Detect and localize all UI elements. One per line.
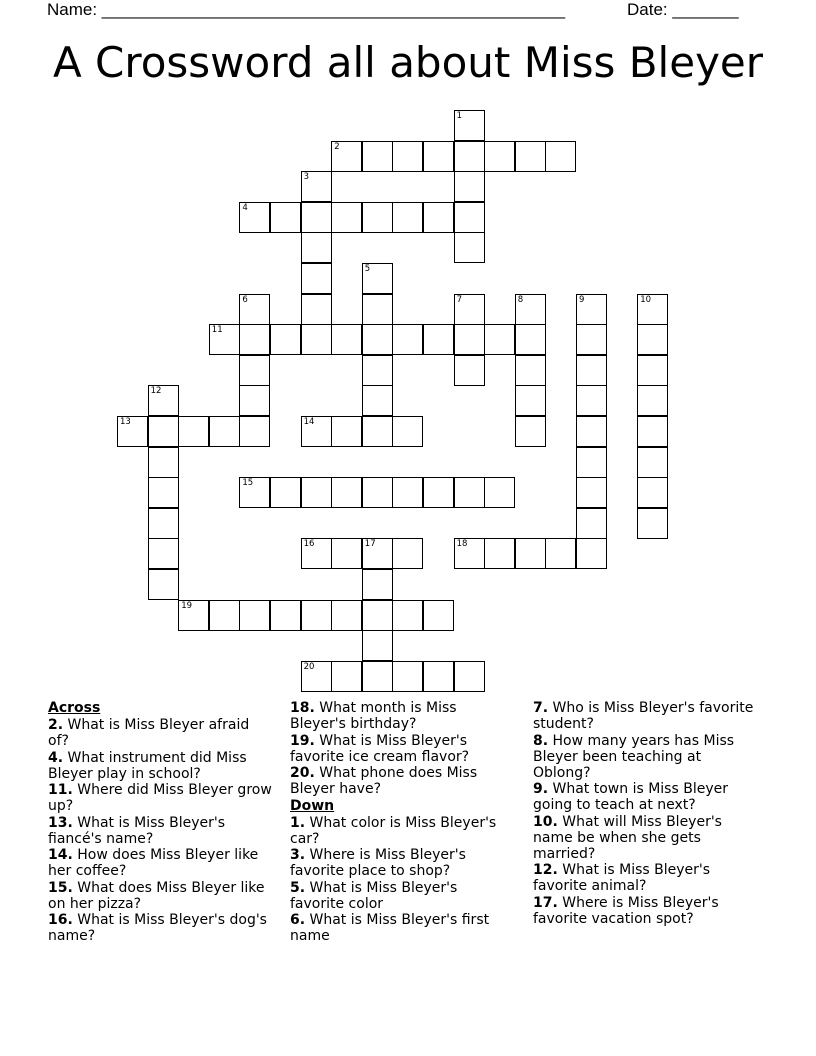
grid-cell[interactable] xyxy=(148,538,179,569)
clue-number-label: 19 xyxy=(181,600,193,611)
grid-cell[interactable] xyxy=(576,538,607,569)
clue-item xyxy=(48,750,273,782)
grid-cell[interactable] xyxy=(362,202,393,233)
grid-cell[interactable] xyxy=(362,569,393,600)
grid-cell[interactable] xyxy=(301,171,332,202)
grid-cell[interactable] xyxy=(239,355,270,386)
clue-number-label: 1 xyxy=(456,111,463,121)
grid-cell[interactable] xyxy=(576,477,607,508)
clue-item xyxy=(48,717,273,749)
grid-cell[interactable] xyxy=(331,661,362,692)
grid-cell[interactable] xyxy=(301,232,332,263)
clue-number-label: 2 xyxy=(334,141,340,152)
clue-text: What instrument did Miss Bleyer play in school? xyxy=(48,749,247,782)
grid-cell[interactable] xyxy=(362,263,393,294)
grid-cell[interactable] xyxy=(148,569,179,600)
clue-item xyxy=(533,781,758,813)
grid-cell[interactable] xyxy=(301,416,332,447)
clue-item xyxy=(290,765,515,797)
clue-text: Where is Miss Bleyer's favorite place to shop? xyxy=(290,847,466,879)
clue-text: What is Miss Bleyer's first name xyxy=(290,912,490,944)
grid-cell[interactable] xyxy=(362,355,393,386)
grid-cell[interactable] xyxy=(637,324,668,355)
clue-text: How does Miss Bleyer like her coffee? xyxy=(48,847,259,879)
grid-cell[interactable] xyxy=(454,232,485,263)
grid-cell[interactable] xyxy=(392,477,423,508)
grid-cell[interactable] xyxy=(392,600,423,631)
clue-text: What is Miss Bleyer's dog's name? xyxy=(48,912,267,944)
grid-cell[interactable] xyxy=(515,416,546,447)
grid-cell[interactable] xyxy=(178,416,209,447)
grid-cell[interactable] xyxy=(239,324,270,355)
clue-number-label: 9 xyxy=(579,294,585,305)
grid-cell[interactable] xyxy=(545,141,576,172)
grid-cell[interactable] xyxy=(148,416,179,447)
clue-number: 2. xyxy=(48,717,64,733)
clues-column-2 xyxy=(290,700,515,945)
clue-number: 14. xyxy=(48,847,73,863)
clue-text: What is Miss Bleyer's favorite ice cream flavor? xyxy=(290,732,470,765)
grid-cell[interactable] xyxy=(515,538,546,569)
grid-cell[interactable] xyxy=(637,447,668,478)
clue-number-label: 7 xyxy=(456,294,463,305)
grid-cell[interactable] xyxy=(484,141,515,172)
clue-item xyxy=(533,733,758,781)
grid-cell[interactable] xyxy=(545,538,576,569)
grid-cell[interactable] xyxy=(331,600,362,631)
clue-text: What color is Miss Bleyer's car? xyxy=(290,814,497,847)
grid-cell[interactable] xyxy=(209,324,240,355)
grid-cell[interactable] xyxy=(392,538,423,569)
date-field-label: Date: _______ xyxy=(627,0,739,19)
clue-item xyxy=(533,814,758,862)
clue-number-label: 17 xyxy=(364,539,376,550)
grid-cell[interactable] xyxy=(331,141,362,172)
clue-item xyxy=(290,733,515,765)
clue-number: 19. xyxy=(290,732,315,749)
grid-cell[interactable] xyxy=(270,202,301,233)
clue-number-label: 20 xyxy=(303,661,315,672)
clue-number-label: 11 xyxy=(211,325,223,336)
clue-item xyxy=(48,782,273,814)
grid-cell[interactable] xyxy=(637,508,668,539)
grid-cell[interactable] xyxy=(454,110,485,141)
clue-text: What is Miss Bleyer afraid of? xyxy=(48,717,250,749)
clue-text: What will Miss Bleyer's name be when she gets married? xyxy=(533,813,722,862)
grid-cell[interactable] xyxy=(362,661,393,692)
clue-number-label: 4 xyxy=(242,202,248,213)
grid-cell[interactable] xyxy=(576,355,607,386)
clue-number: 11. xyxy=(48,782,73,798)
grid-cell[interactable] xyxy=(454,538,485,569)
grid-cell[interactable] xyxy=(148,447,179,478)
grid-cell[interactable] xyxy=(423,477,454,508)
grid-cell[interactable] xyxy=(454,294,485,325)
grid-cell[interactable] xyxy=(576,508,607,539)
clue-number: 10. xyxy=(533,813,558,830)
clue-item xyxy=(533,862,758,894)
grid-cell[interactable] xyxy=(454,171,485,202)
clue-number: 7. xyxy=(533,700,549,716)
clue-item xyxy=(48,847,273,879)
grid-cell[interactable] xyxy=(148,477,179,508)
clue-text: What is Miss Bleyer's fiancé's name? xyxy=(48,814,226,847)
clue-number-label: 14 xyxy=(303,417,315,427)
clue-number: 8. xyxy=(533,732,549,749)
grid-cell[interactable] xyxy=(362,600,393,631)
clue-number-label: 16 xyxy=(303,539,315,550)
grid-cell[interactable] xyxy=(331,477,362,508)
clue-number: 9. xyxy=(533,781,549,797)
grid-cell[interactable] xyxy=(454,355,485,386)
grid-cell[interactable] xyxy=(392,202,423,233)
clue-text: Who is Miss Bleyer's favorite student? xyxy=(533,700,754,732)
grid-cell[interactable] xyxy=(637,355,668,386)
clue-number: 1. xyxy=(290,814,306,831)
grid-cell[interactable] xyxy=(148,508,179,539)
grid-cell[interactable] xyxy=(270,600,301,631)
grid-cell[interactable] xyxy=(331,416,362,447)
grid-cell[interactable] xyxy=(301,202,332,233)
clue-text: What is Miss Bleyer's favorite animal? xyxy=(533,862,711,894)
grid-cell[interactable] xyxy=(362,630,393,661)
grid-cell[interactable] xyxy=(515,324,546,355)
clue-item xyxy=(48,815,273,847)
grid-cell[interactable] xyxy=(576,294,607,325)
grid-cell[interactable] xyxy=(362,385,393,416)
grid-cell[interactable] xyxy=(454,324,485,355)
clue-number: 20. xyxy=(290,765,315,781)
grid-cell[interactable] xyxy=(362,141,393,172)
clue-number: 13. xyxy=(48,814,73,831)
grid-cell[interactable] xyxy=(239,385,270,416)
grid-cell[interactable] xyxy=(392,141,423,172)
clue-text: What is Miss Bleyer's favorite color xyxy=(290,879,458,912)
grid-cell[interactable] xyxy=(301,477,332,508)
clue-item xyxy=(290,847,515,879)
clue-text: What does Miss Bleyer like on her pizza? xyxy=(48,879,265,912)
grid-cell[interactable] xyxy=(148,385,179,416)
grid-cell[interactable] xyxy=(637,385,668,416)
grid-cell[interactable] xyxy=(239,202,270,233)
grid-cell[interactable] xyxy=(576,324,607,355)
grid-cell[interactable] xyxy=(454,202,485,233)
grid-cell[interactable] xyxy=(331,538,362,569)
page-title: A Crossword all about Miss Bleyer xyxy=(52,38,764,87)
grid-cell[interactable] xyxy=(484,324,515,355)
grid-cell[interactable] xyxy=(637,294,668,325)
clue-number: 5. xyxy=(290,879,306,896)
grid-cell[interactable] xyxy=(301,263,332,294)
grid-cell[interactable] xyxy=(331,324,362,355)
clue-text: What month is Miss Bleyer's birthday? xyxy=(290,700,457,732)
grid-cell[interactable] xyxy=(423,202,454,233)
clue-number: 3. xyxy=(290,847,306,863)
clue-number-label: 12 xyxy=(150,386,162,397)
grid-cell[interactable] xyxy=(301,294,332,325)
clue-number: 15. xyxy=(48,879,73,896)
clues-column-1 xyxy=(48,700,273,945)
grid-cell[interactable] xyxy=(576,385,607,416)
grid-cell[interactable] xyxy=(392,324,423,355)
clue-item xyxy=(533,895,758,927)
grid-cell[interactable] xyxy=(239,477,270,508)
clue-item xyxy=(48,912,273,944)
grid-cell[interactable] xyxy=(423,600,454,631)
grid-cell[interactable] xyxy=(301,600,332,631)
clue-text: How many years has Miss Bleyer been teaching at Oblong? xyxy=(533,732,735,781)
grid-cell[interactable] xyxy=(270,324,301,355)
grid-cell[interactable] xyxy=(331,202,362,233)
clue-text: What phone does Miss Bleyer have? xyxy=(290,765,478,797)
clue-number-label: 13 xyxy=(120,417,131,427)
grid-cell[interactable] xyxy=(362,294,393,325)
clue-number: 4. xyxy=(48,749,64,766)
clue-item xyxy=(290,880,515,912)
grid-cell[interactable] xyxy=(178,600,209,631)
grid-cell[interactable] xyxy=(362,416,393,447)
clue-number: 18. xyxy=(290,700,315,716)
grid-cell[interactable] xyxy=(484,538,515,569)
grid-cell[interactable] xyxy=(423,141,454,172)
grid-cell[interactable] xyxy=(239,600,270,631)
grid-cell[interactable] xyxy=(209,416,240,447)
grid-cell[interactable] xyxy=(301,538,332,569)
clue-number-label: 8 xyxy=(517,294,524,305)
grid-cell[interactable] xyxy=(454,141,485,172)
clue-text: Where is Miss Bleyer's favorite vacation spot? xyxy=(533,894,719,927)
clue-number: 12. xyxy=(533,862,558,878)
grid-cell[interactable] xyxy=(301,324,332,355)
clue-number-label: 6 xyxy=(242,294,248,305)
grid-cell[interactable] xyxy=(515,355,546,386)
clue-item xyxy=(533,700,758,732)
clue-text: What town is Miss Bleyer going to teach at next? xyxy=(533,781,728,813)
grid-cell[interactable] xyxy=(362,324,393,355)
grid-cell[interactable] xyxy=(239,416,270,447)
grid-cell[interactable] xyxy=(454,477,485,508)
grid-cell[interactable] xyxy=(515,141,546,172)
clue-item xyxy=(48,880,273,912)
clue-number: 6. xyxy=(290,912,306,928)
grid-cell[interactable] xyxy=(515,385,546,416)
grid-cell[interactable] xyxy=(392,416,423,447)
grid-cell[interactable] xyxy=(423,324,454,355)
clue-number-label: 18 xyxy=(456,539,468,550)
grid-cell[interactable] xyxy=(423,661,454,692)
clue-number-label: 15 xyxy=(242,478,254,489)
clue-number-label: 3 xyxy=(303,172,310,183)
clue-item xyxy=(290,912,515,944)
grid-cell[interactable] xyxy=(270,477,301,508)
grid-cell[interactable] xyxy=(301,661,332,692)
down-heading: Down xyxy=(290,797,335,814)
grid-cell[interactable] xyxy=(362,538,393,569)
clue-number-label: 10 xyxy=(640,294,652,305)
grid-cell[interactable] xyxy=(484,477,515,508)
clue-number: 17. xyxy=(533,894,558,911)
grid-cell[interactable] xyxy=(362,477,393,508)
grid-cell[interactable] xyxy=(576,416,607,447)
grid-cell[interactable] xyxy=(209,600,240,631)
grid-cell[interactable] xyxy=(392,661,423,692)
clue-item xyxy=(290,815,515,847)
clues-column-3 xyxy=(533,700,758,927)
grid-cell[interactable] xyxy=(637,416,668,447)
across-heading: Across xyxy=(48,700,101,716)
grid-cell[interactable] xyxy=(576,447,607,478)
name-field-label: Name: _________________________________________________ xyxy=(47,0,566,19)
clue-item xyxy=(290,700,515,732)
clue-number-label: 5 xyxy=(364,264,371,274)
grid-cell[interactable] xyxy=(637,477,668,508)
grid-cell[interactable] xyxy=(117,416,148,447)
grid-cell[interactable] xyxy=(454,661,485,692)
clue-number: 16. xyxy=(48,912,73,928)
clue-text: Where did Miss Bleyer grow up? xyxy=(48,782,272,814)
grid-cell[interactable] xyxy=(239,294,270,325)
grid-cell[interactable] xyxy=(515,294,546,325)
